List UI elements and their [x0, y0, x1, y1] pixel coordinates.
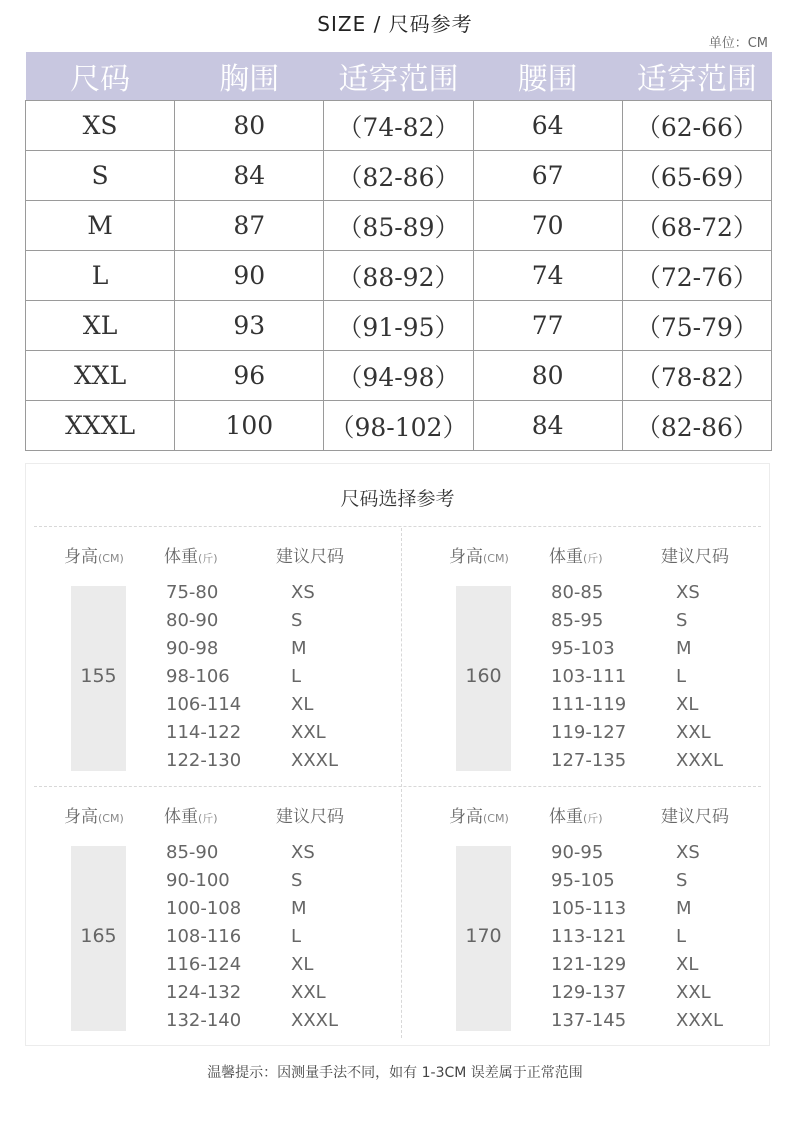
- table-cell: 74: [473, 251, 622, 301]
- header-suggested-size: [661, 542, 729, 567]
- table-cell: （62-66）: [622, 101, 771, 151]
- guide-title: 尺码选择参考: [340, 488, 455, 510]
- header-chest: 胸围: [175, 52, 324, 101]
- table-cell: 90: [175, 251, 324, 301]
- weight-range: 103-111: [551, 666, 627, 687]
- weight-range: 105-113: [551, 898, 627, 919]
- table-cell: （82-86）: [622, 401, 771, 451]
- suggested-size: XXL: [291, 982, 326, 1003]
- header-height: [449, 542, 509, 567]
- suggested-size: L: [291, 926, 302, 947]
- header-waist: 腰围: [473, 52, 622, 101]
- weight-range: 85-90: [166, 842, 219, 863]
- weight-range: 111-119: [551, 694, 627, 715]
- header-weight-unit: (斤): [198, 812, 218, 825]
- weight-range: 127-135: [551, 750, 627, 771]
- table-cell: （74-82）: [324, 101, 473, 151]
- guide-block: [26, 788, 386, 1038]
- table-cell: （91-95）: [324, 301, 473, 351]
- divider-middle: [34, 786, 761, 787]
- height-value: 165: [80, 925, 117, 947]
- header-weight-text: 体重: [164, 547, 198, 567]
- header-height: [64, 802, 124, 827]
- header-suggested-size: [661, 802, 729, 827]
- suggested-size: M: [676, 638, 692, 659]
- weight-range: 121-129: [551, 954, 627, 975]
- header-suggested-size: [276, 802, 344, 827]
- table-cell: XXL: [26, 351, 175, 401]
- weight-range: 95-103: [551, 638, 615, 659]
- height-value: 155: [80, 665, 117, 687]
- table-cell: （78-82）: [622, 351, 771, 401]
- weight-range: 75-80: [166, 582, 219, 603]
- table-cell: 80: [473, 351, 622, 401]
- table-cell: 64: [473, 101, 622, 151]
- table-cell: S: [26, 151, 175, 201]
- header-height-text: 身高: [449, 547, 483, 567]
- header-weight-unit: (斤): [583, 552, 603, 565]
- header-suggested-size-text: 建议尺码: [276, 547, 344, 567]
- guide-block: [26, 528, 386, 778]
- header-weight: [164, 542, 218, 567]
- height-value: 170: [465, 925, 502, 947]
- table-cell: （88-92）: [324, 251, 473, 301]
- header-weight: [549, 802, 603, 827]
- header-suggested-size: [276, 542, 344, 567]
- suggested-size: XS: [676, 842, 700, 863]
- suggested-size: M: [291, 638, 307, 659]
- suggested-size: XXXL: [676, 750, 724, 771]
- weight-range: 137-145: [551, 1010, 627, 1031]
- table-cell: XS: [26, 101, 175, 151]
- weight-range: 106-114: [166, 694, 242, 715]
- suggested-size: L: [291, 666, 302, 687]
- suggested-size: XXL: [676, 722, 711, 743]
- weight-range: 80-85: [551, 582, 604, 603]
- suggested-size: XXXL: [676, 1010, 724, 1031]
- weight-range: 90-100: [166, 870, 230, 891]
- weight-range: 80-90: [166, 610, 219, 631]
- suggested-size: L: [676, 666, 687, 687]
- suggested-size: L: [676, 926, 687, 947]
- table-cell: 70: [473, 201, 622, 251]
- header-size: 尺码: [26, 52, 175, 101]
- weight-range: 113-121: [551, 926, 627, 947]
- weight-range: 122-130: [166, 750, 242, 771]
- weight-range: 119-127: [551, 722, 627, 743]
- weight-range: 129-137: [551, 982, 627, 1003]
- table-row: [26, 401, 772, 451]
- weight-range: 85-95: [551, 610, 604, 631]
- unit-label: 单位：CM: [708, 36, 768, 51]
- suggested-size: XS: [676, 582, 700, 603]
- height-value: 160: [465, 665, 502, 687]
- guide-block: [411, 788, 771, 1038]
- weight-range: 124-132: [166, 982, 242, 1003]
- footnote: 温馨提示：因测量手法不同，如有 1-3CM 误差属于正常范围: [207, 1065, 583, 1081]
- table-cell: （82-86）: [324, 151, 473, 201]
- suggested-size: XS: [291, 842, 315, 863]
- table-cell: （98-102）: [324, 401, 473, 451]
- suggested-size: XL: [676, 694, 699, 715]
- header-weight-unit: (斤): [198, 552, 218, 565]
- suggested-size: S: [676, 610, 688, 631]
- size-table: [25, 52, 772, 451]
- header-height-unit: (CM): [98, 552, 124, 565]
- suggested-size: M: [676, 898, 692, 919]
- page-title: SIZE / 尺码参考: [317, 12, 473, 36]
- weight-range: 98-106: [166, 666, 230, 687]
- suggested-size: XXL: [291, 722, 326, 743]
- header-suggested-size-text: 建议尺码: [276, 807, 344, 827]
- header-chest-range: 适穿范围: [324, 52, 473, 101]
- weight-range: 114-122: [166, 722, 242, 743]
- table-row: [26, 351, 772, 401]
- suggested-size: XS: [291, 582, 315, 603]
- suggested-size: M: [291, 898, 307, 919]
- table-cell: L: [26, 251, 175, 301]
- weight-range: 100-108: [166, 898, 242, 919]
- suggested-size: XL: [676, 954, 699, 975]
- table-cell: 80: [175, 101, 324, 151]
- suggested-size: XL: [291, 954, 314, 975]
- header-height-text: 身高: [64, 547, 98, 567]
- table-cell: XXXL: [26, 401, 175, 451]
- header-height: [449, 802, 509, 827]
- header-suggested-size-text: 建议尺码: [661, 807, 729, 827]
- header-weight-unit: (斤): [583, 812, 603, 825]
- table-cell: 87: [175, 201, 324, 251]
- header-height-unit: (CM): [98, 812, 124, 825]
- weight-range: 132-140: [166, 1010, 242, 1031]
- suggested-size: XXXL: [291, 1010, 339, 1031]
- table-cell: M: [26, 201, 175, 251]
- header-height-text: 身高: [449, 807, 483, 827]
- table-cell: 93: [175, 301, 324, 351]
- header-weight: [164, 802, 218, 827]
- table-row: [26, 251, 772, 301]
- table-cell: XL: [26, 301, 175, 351]
- header-suggested-size-text: 建议尺码: [661, 547, 729, 567]
- weight-range: 90-95: [551, 842, 604, 863]
- table-cell: 77: [473, 301, 622, 351]
- table-cell: 84: [175, 151, 324, 201]
- size-table-header: [26, 52, 772, 101]
- weight-range: 116-124: [166, 954, 242, 975]
- weight-range: 108-116: [166, 926, 242, 947]
- suggested-size: XXL: [676, 982, 711, 1003]
- header-weight-text: 体重: [549, 807, 583, 827]
- suggested-size: S: [676, 870, 688, 891]
- table-cell: （94-98）: [324, 351, 473, 401]
- header-weight: [549, 542, 603, 567]
- header-waist-range: 适穿范围: [622, 52, 771, 101]
- header-height-text: 身高: [64, 807, 98, 827]
- weight-range: 95-105: [551, 870, 615, 891]
- table-cell: 96: [175, 351, 324, 401]
- header-height-unit: (CM): [483, 552, 509, 565]
- table-cell: （72-76）: [622, 251, 771, 301]
- table-cell: （75-79）: [622, 301, 771, 351]
- weight-range: 90-98: [166, 638, 219, 659]
- header-height: [64, 542, 124, 567]
- table-row: [26, 151, 772, 201]
- suggested-size: XL: [291, 694, 314, 715]
- divider-top: [34, 526, 761, 527]
- header-weight-text: 体重: [164, 807, 198, 827]
- header-height-unit: (CM): [483, 812, 509, 825]
- table-cell: （65-69）: [622, 151, 771, 201]
- table-cell: （85-89）: [324, 201, 473, 251]
- table-row: [26, 201, 772, 251]
- guide-block: [411, 528, 771, 778]
- table-row: [26, 101, 772, 151]
- table-cell: 84: [473, 401, 622, 451]
- suggested-size: S: [291, 610, 303, 631]
- divider-vertical: [401, 528, 402, 1038]
- suggested-size: XXXL: [291, 750, 339, 771]
- table-cell: 67: [473, 151, 622, 201]
- header-weight-text: 体重: [549, 547, 583, 567]
- suggested-size: S: [291, 870, 303, 891]
- size-guide-panel: [25, 463, 770, 1046]
- table-cell: （68-72）: [622, 201, 771, 251]
- table-row: [26, 301, 772, 351]
- table-cell: 100: [175, 401, 324, 451]
